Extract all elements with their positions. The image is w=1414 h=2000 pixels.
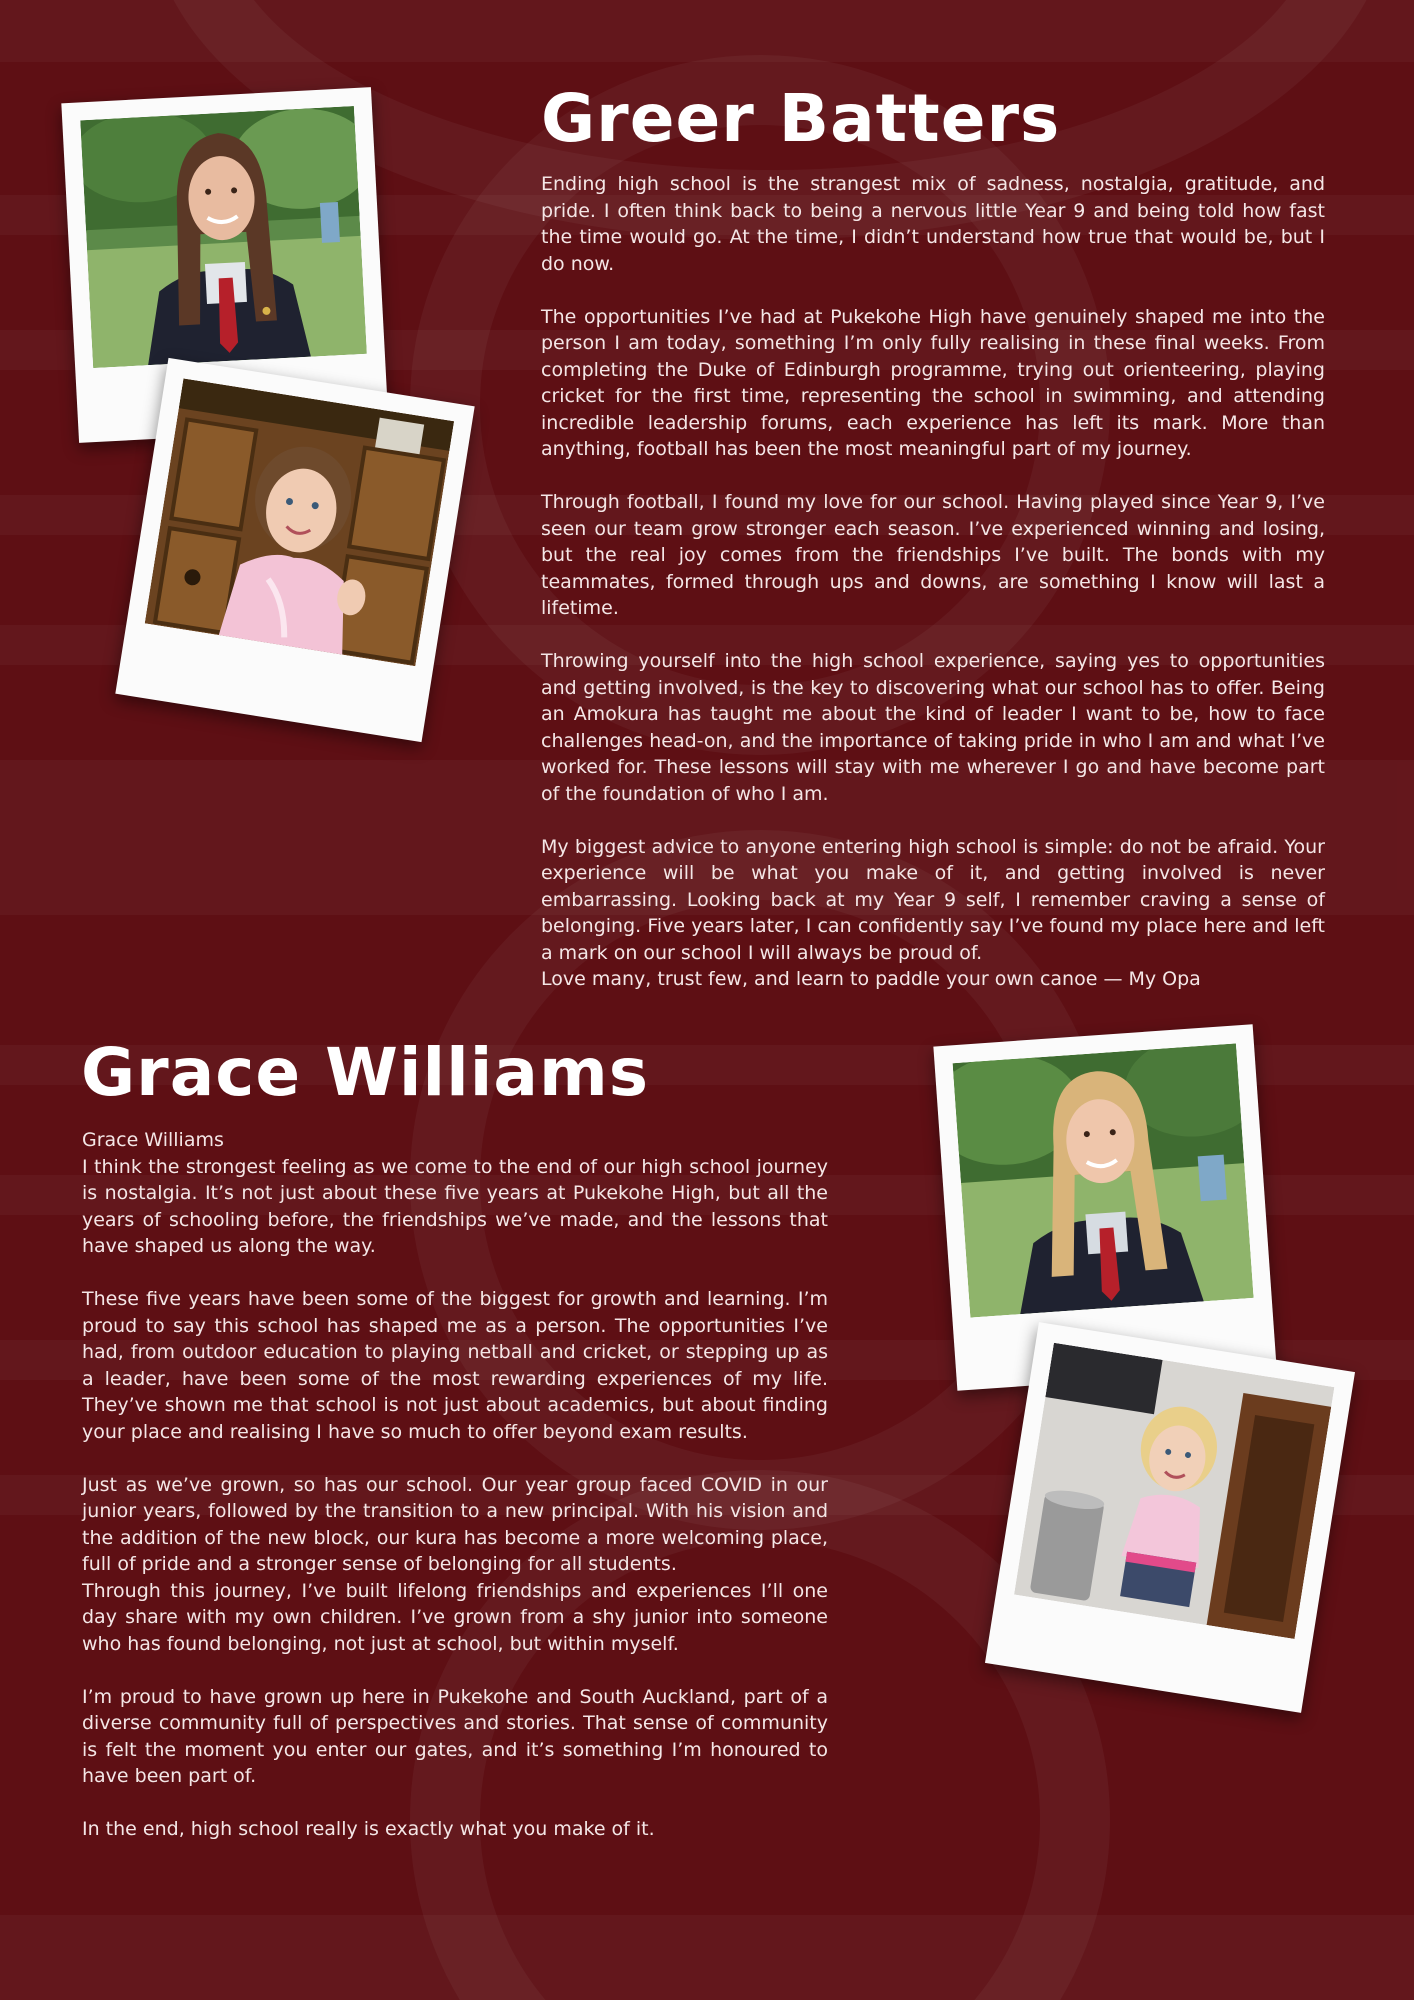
portrait-photo	[80, 106, 367, 368]
bio-paragraph: Through football, I found my love for our school. Having played since Year 9, I’ve seen our team grow stronger each season. I’ve experienced winning and losing, but the real joy comes from the friendships I’ve built. The bonds with my teammates, formed through ups and downs, are something I know will last a lifetime.	[541, 491, 1325, 619]
childhood-photo	[145, 378, 454, 666]
polaroid-childhood-grace	[985, 1322, 1355, 1713]
bio-paragraph: These five years have been some of the biggest for growth and learning. I’m proud to say this school has shaped me as a person. The opportunities I’ve had, from outdoor education to playing netball and cricket, or stepping up as a leader, have been some of the most rewarding experiences of my life. They’ve shown me that school is not just about academics, but about finding your place and realising I have so much to offer beyond exam results.	[82, 1288, 828, 1443]
bio-paragraph: The opportunities I’ve had at Pukekohe High have genuinely shaped me into the person I am today, something I’m only fully realising in these final weeks. From completing the Duke of Edinburgh programme, trying out orienteering, playing cricket for the first time, representing the school in swimming, and attending incredible leadership forums, each experience has left its mark. More than anything, football has been the most meaningful part of my journey.	[541, 305, 1325, 460]
bio-paragraph: My biggest advice to anyone entering high school is simple: do not be afraid. Your experience will be what you make of it, and getting involved is never embarrassing. Looking back at my Year 9 self, I remember craving a sense of belonging. Five years later, I can confidently say I’ve found my place here and left a mark on our school I will always be proud of.	[541, 835, 1325, 964]
bio-paragraph: I think the strongest feeling as we come to the end of our high school journey is nostalgia. It’s not just about these five years at Pukekohe High, but all the years of schooling before, the friendships we’ve made, and the lessons that have shaped us along the way.	[82, 1155, 828, 1257]
bio-paragraph: Just as we’ve grown, so has our school. Our year group faced COVID in our junior years, followed by the transition to a new principal. With his vision and the addition of the new block, our kura has become a more welcoming place, full of pride and a stronger sense of belonging for all students.	[82, 1473, 828, 1575]
portrait-photo	[953, 1043, 1254, 1317]
bio-paragraph: In the end, high school really is exactly what you make of it.	[82, 1818, 655, 1840]
polaroid-childhood-greer	[115, 358, 474, 742]
profile-bio	[82, 1127, 828, 1843]
bio-paragraph: Throwing yourself into the high school experience, saying yes to opportunities and getting involved, is the key to discovering what our school has to offer. Being an Amokura has taught me about the kind of leader I want to be, how to face challenges head-on, and the importance of taking pride in who I am and what I’ve worked for. These lessons will stay with me wherever I go and have become part of the foundation of who I am.	[541, 650, 1325, 805]
bio-byline: Grace Williams	[82, 1129, 224, 1151]
childhood-photo	[1014, 1343, 1334, 1639]
bio-quote: Love many, trust few, and learn to paddle your own canoe — My Opa	[541, 968, 1201, 990]
bio-paragraph: I’m proud to have grown up here in Pukekohe and South Auckland, part of a diverse community full of perspectives and stories. That sense of community is felt the moment you enter our gates, and it’s something I’m honoured to have been part of.	[82, 1685, 828, 1787]
profile-name: Greer Batters	[541, 80, 1061, 157]
profile-bio	[541, 171, 1325, 993]
bio-paragraph: Ending high school is the strangest mix of sadness, nostalgia, gratitude, and pride. I often think back to being a nervous little Year 9 and being told how fast the time would go. At the time, I didn’t understand how true that would be, but I do now.	[541, 173, 1325, 275]
profile-name: Grace Williams	[81, 1034, 650, 1111]
bio-paragraph: Through this journey, I’ve built lifelong friendships and experiences I’ll one day share with my own children. I’ve grown from a shy junior into someone who has found belonging, not just at school, but within myself.	[82, 1579, 828, 1655]
